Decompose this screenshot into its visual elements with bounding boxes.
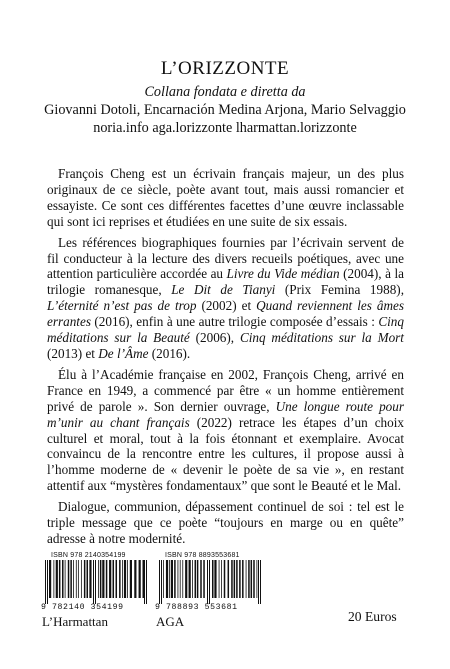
series-header: [0, 58, 450, 137]
blurb-paragraph-3: Élu à l’Académie française en 2002, François Cheng, arrivé en France en 1949, a commencé par être « un homme entièrement privé de parole ». Son dernier ouvrage, Une longue route pour m’unir au chant français (2022) retrace les étapes d’un choix culturel et moral, tout à la fois étonnant et exemplaire. Avocat convaincu de la rencontre entre les cultures, il propose aussi à l’homme moderne de « devenir le poète de sa vie », en restant attentif aux “mystères fondamentaux” que sont le Beauté et le Mal.: [47, 366, 404, 494]
blurb-paragraph-1: François Cheng est un écrivain français majeur, un des plus originaux de ce siècle, poète avant tout, mais aussi romancier et essayiste. Ce sont ces différentes facettes d’une œuvre inclassable qui sont ici reprises et étudiées en une suite de six essais.: [47, 166, 404, 229]
series-title: L’ORIZZONTE: [160, 58, 290, 79]
barcode-aga: [155, 551, 267, 629]
barcode-harmattan: [41, 551, 153, 629]
ean-digits: 9 782140 354199: [41, 603, 124, 612]
isbn-label: ISBN 978 2140354199: [51, 552, 126, 559]
publisher-name: AGA: [156, 614, 185, 629]
isbn-label: ISBN 978 8893553681: [165, 552, 240, 559]
series-editors: Giovanni Dotoli, Encarnación Medina Arjona, Mario Selvaggio: [44, 102, 406, 118]
blurb-paragraph-2: Les références biographiques fournies par l’écrivain servent de fil conducteur à la lecture des divers recueils poétiques, avec une attention particulière accordée au Livre du Vide médian (2004), à la trilogie romanesque, Le Dit de Tianyi (Prix Femina 1988), L’éternité n’est pas de trop (2002) et Quand reviennent les âmes errantes (2016), enfin à une autre trilogie composée d’essais : Cinq méditations sur la Beauté (2006), Cinq méditations sur la Mort (2013) et De l’Âme (2016).: [47, 234, 404, 361]
series-subtitle: Collana fondata e diretta da: [144, 84, 306, 100]
barcode-icon: [157, 560, 263, 604]
publisher-name: L’Harmattan: [42, 614, 108, 629]
back-cover-blurb: [47, 166, 404, 552]
barcode-icon: [43, 560, 149, 604]
price-label: 20 Euros: [348, 609, 397, 624]
ean-digits: 9 788893 553681: [155, 603, 238, 612]
series-websites: noria.info aga.lorizzonte lharmattan.lorizzonte: [93, 120, 357, 136]
blurb-paragraph-4: Dialogue, communion, dépassement continuel de soi : tel est le triple message que ce poète “toujours en marge ou en quête” adresse à notre modernité.: [47, 499, 404, 546]
